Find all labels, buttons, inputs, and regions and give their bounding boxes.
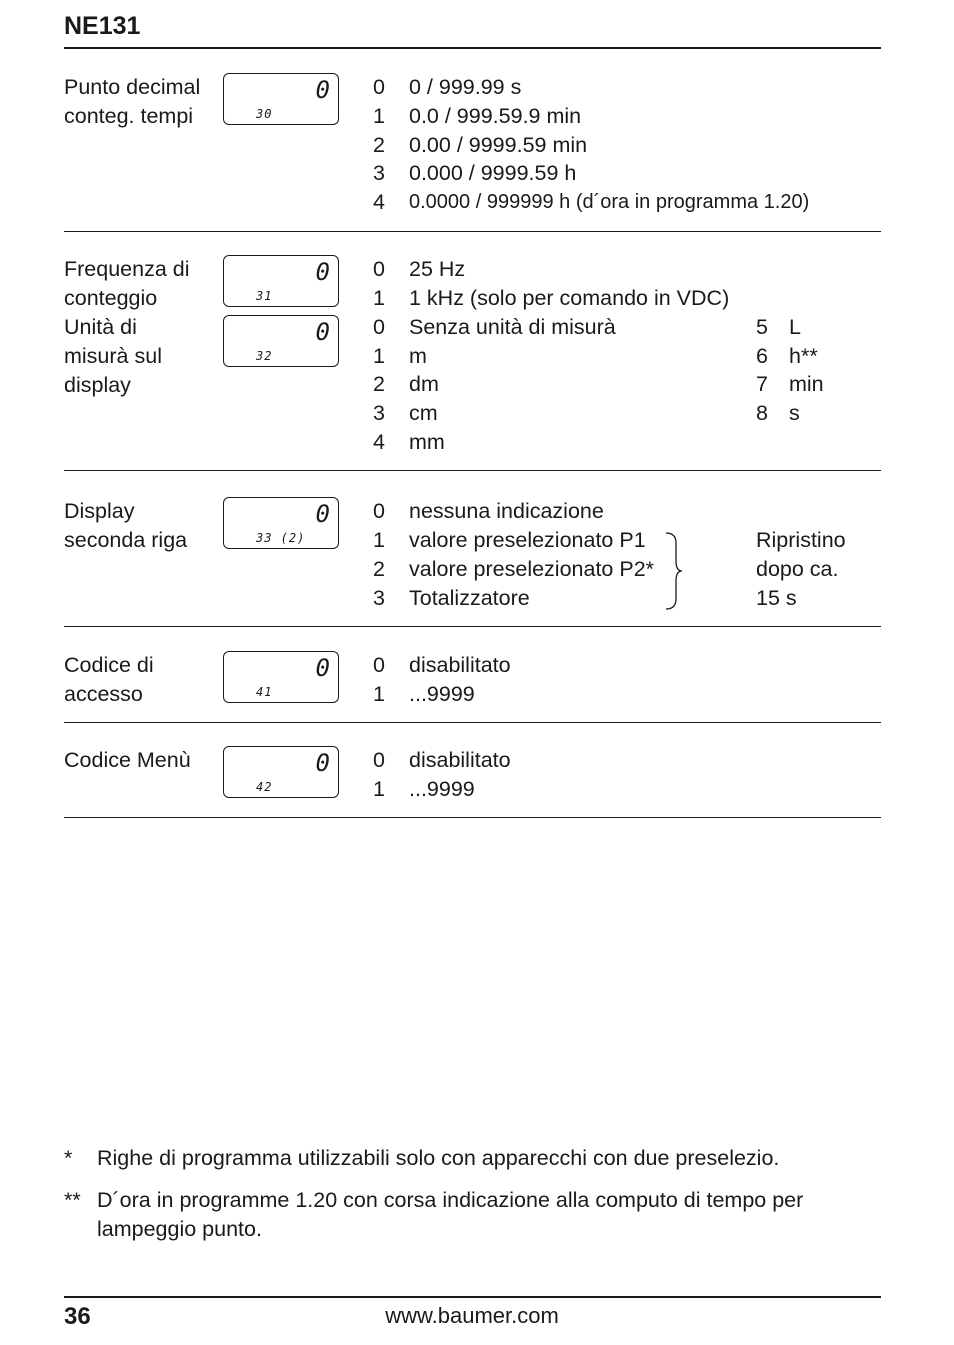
section-label-frequency-unit: Frequenza di conteggio Unità di misurà sul display: [64, 257, 190, 397]
curly-brace-icon: [662, 531, 686, 611]
lcd-code: 32: [256, 349, 273, 363]
lcd-digit: 0: [315, 654, 330, 682]
lcd-digit: 0: [315, 258, 330, 286]
page-title: NE131: [64, 12, 141, 40]
section-label-decimal-point: Punto decimal conteg. tempi: [64, 75, 201, 128]
lcd-display-31: [223, 255, 339, 307]
lcd-code: 42: [256, 780, 273, 794]
lcd-digit: 0: [315, 500, 330, 528]
lcd-code: 41: [256, 685, 273, 699]
lcd-display-32: [223, 315, 339, 367]
footer-divider: [64, 1296, 881, 1298]
lcd-digit: 0: [315, 76, 330, 104]
section-divider: [64, 626, 881, 627]
section-label-second-line: Display seconda riga: [64, 499, 188, 552]
lcd-code: 30: [256, 107, 273, 121]
section-divider: [64, 817, 881, 818]
lcd-display-30: [223, 73, 339, 125]
footnote-text: Righe di programma utilizzabili solo con apparecchi con due preselezio.: [97, 1146, 780, 1170]
reset-note: Ripristino dopo ca. 15 s: [756, 528, 846, 610]
lcd-digit: 0: [315, 749, 330, 777]
footnote-mark: *: [64, 1146, 73, 1170]
header-divider: [64, 47, 881, 49]
section-divider: [64, 470, 881, 471]
page-number: 36: [64, 1303, 91, 1330]
website-link[interactable]: www.baumer.com: [385, 1303, 559, 1328]
lcd-digit: 0: [315, 318, 330, 346]
section-divider: [64, 722, 881, 723]
footnote-mark: **: [64, 1188, 81, 1212]
lcd-display-33: [223, 497, 339, 549]
section-divider: [64, 231, 881, 232]
lcd-display-41: [223, 651, 339, 703]
lcd-display-42: [223, 746, 339, 798]
lcd-code: 31: [256, 289, 273, 303]
lcd-code: 33 (2): [256, 531, 306, 545]
footnote-text: D´ora in programme 1.20 con corsa indicazione alla computo di tempo per lampeggio punto.: [97, 1188, 804, 1241]
section-label-menu-code: Codice Menù: [64, 748, 191, 772]
section-label-access-code: Codice di accesso: [64, 653, 154, 706]
